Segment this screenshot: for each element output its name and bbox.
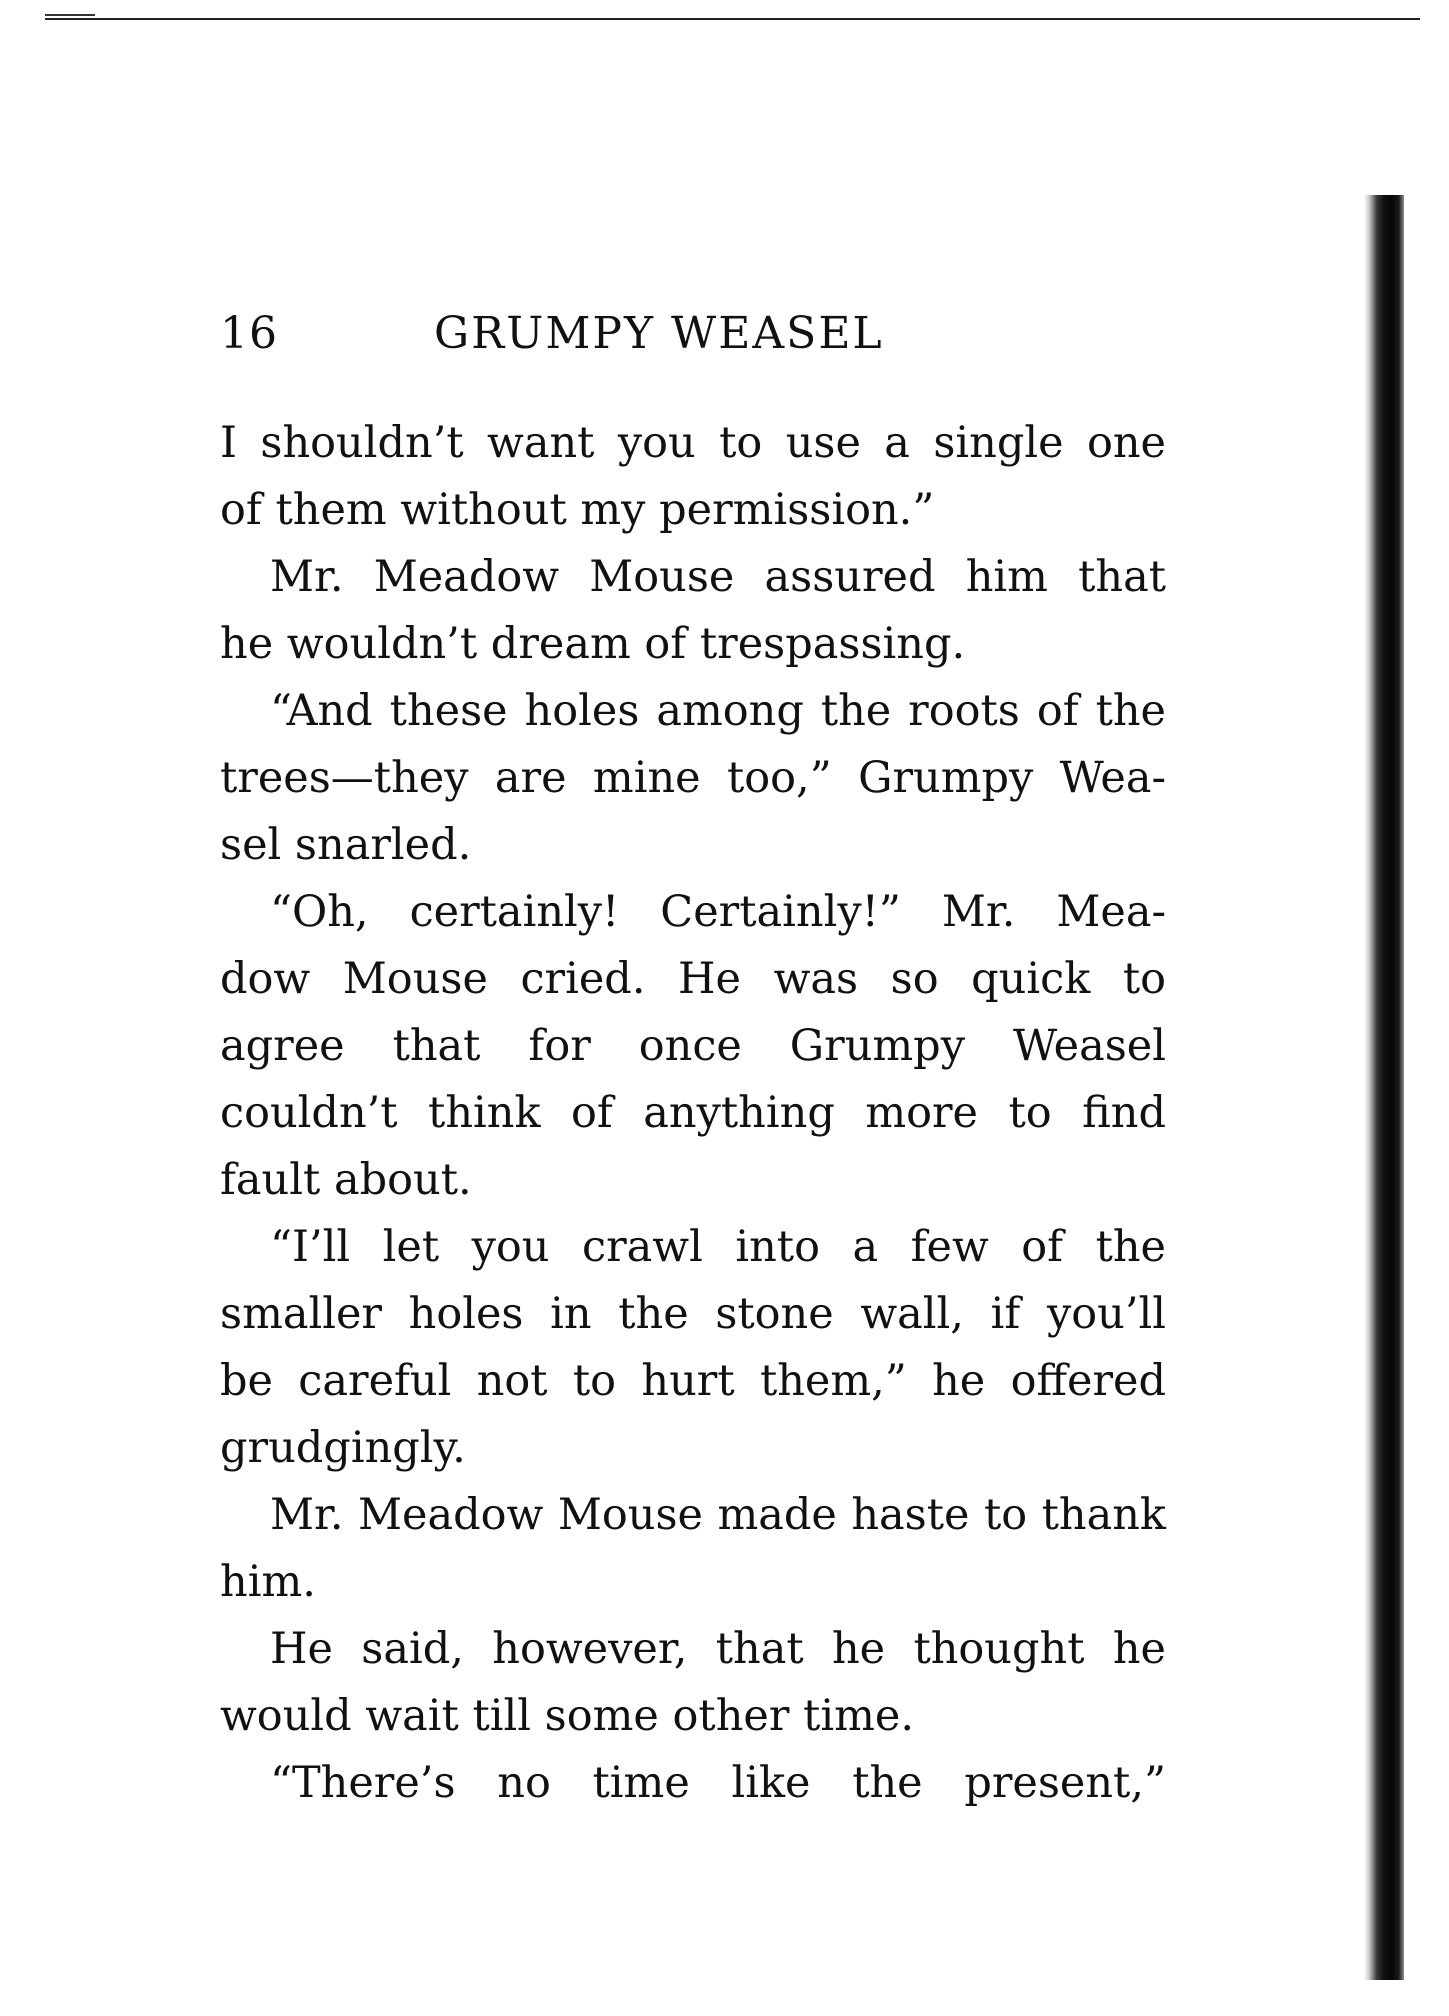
- text-line: trees—they are mine too,” Grumpy Wea-: [220, 753, 1166, 803]
- text-line: Mr. Meadow Mouse assured him that: [270, 552, 1166, 602]
- text-line: Mr. Meadow Mouse made haste to thank: [270, 1490, 1166, 1540]
- top-rule-tick: [45, 14, 95, 16]
- running-head: [220, 308, 1170, 368]
- text-line: couldn’t think of anything more to find: [220, 1088, 1166, 1138]
- text-line: of them without my permission.”: [220, 485, 935, 535]
- text-line: I shouldn’t want you to use a single one: [220, 418, 1166, 468]
- text-line: he wouldn’t dream of trespassing.: [220, 619, 966, 669]
- text-line: grudgingly.: [220, 1423, 466, 1473]
- body-text: [220, 410, 1166, 1817]
- text-line: “And these holes among the roots of the: [270, 686, 1166, 736]
- text-line: fault about.: [220, 1155, 472, 1205]
- text-line: He said, however, that he thought he: [270, 1624, 1166, 1674]
- book-binding-edge: [1370, 195, 1404, 1980]
- text-line: dow Mouse cried. He was so quick to: [220, 954, 1166, 1004]
- text-line: be careful not to hurt them,” he offered: [220, 1356, 1166, 1406]
- text-line: agree that for once Grumpy Weasel: [220, 1021, 1166, 1071]
- text-line: smaller holes in the stone wall, if you’ll: [220, 1289, 1166, 1339]
- page-number: 16: [220, 308, 278, 359]
- text-line: “There’s no time like the present,”: [270, 1758, 1166, 1808]
- text-line: “Oh, certainly! Certainly!” Mr. Mea-: [270, 887, 1166, 937]
- text-line: would wait till some other time.: [220, 1691, 914, 1741]
- text-line: sel snarled.: [220, 820, 472, 870]
- top-rule: [45, 18, 1420, 20]
- text-line: him.: [220, 1557, 316, 1607]
- text-line: “I’ll let you crawl into a few of the: [270, 1222, 1166, 1272]
- running-title: GRUMPY WEASEL: [434, 308, 884, 359]
